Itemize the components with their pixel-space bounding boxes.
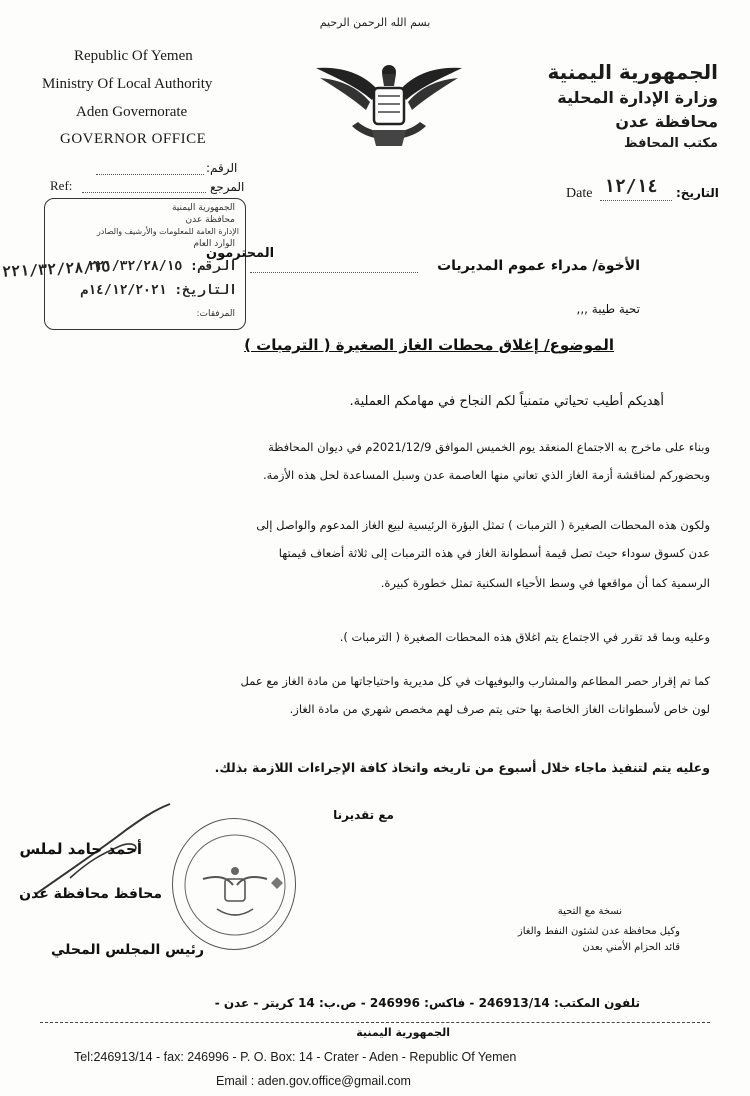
letter-subject: الموضوع/ إغلاق محطات الغاز الصغيرة ( الترمبات ) [244,336,614,354]
date-line [600,200,672,201]
letter-opening: أهديكم أطيب تحياتي متمنياً لكم النجاح في مهامكم العملية. [349,394,664,409]
number-label: الرقم: [206,161,238,175]
paragraph-2-line-1: ولكون هذه المحطات الصغيرة ( الترمبات ) تمثل البؤرة الرئيسية لبيع الغاز المدعوم والواصل إلى [256,518,710,532]
signatory-title-council: رئيس المجلس المحلي [50,942,204,958]
stamp-margin-number: ٢٢١/٣٢/٢٨/١٥ [1,257,111,281]
number-line [96,174,204,175]
header-ar-governorate: محافظة عدن [615,112,718,131]
stamp-date: التاريخ: ١٤/١٢/٢٠٢١م [80,283,237,298]
paragraph-2-line-2: عدن كسوق سوداء حيث تصل قيمة أسطوانة الغاز في هذه الترمبات إلى ثلاثة أضعاف قيمتها [278,546,710,560]
letter-greeting: تحية طيبة ,,, [576,302,640,316]
paragraph-1-line-2: وبحضوركم لمناقشة أزمة الغاز الذي تعاني منها العاصمة عدن وسبل المساعدة لحل هذه الأزمة. [262,468,710,482]
seal-emblem-icon [173,819,297,951]
signatory-name: أحمد حامد لملس [19,840,142,858]
recipient-line [250,272,418,273]
yemen-eagle-emblem-icon [312,56,466,152]
paragraph-5: وعليه يتم لتنفيذ ماجاء خلال أسبوع من تاريخه واتخاذ كافة الإجراءات اللازمة بذلك. [214,760,710,775]
header-ar-republic: الجمهورية اليمنية [547,60,718,84]
ref-label: Ref: [50,178,73,193]
paragraph-3: وعليه وبما قد تقرر في الاجتماع يتم اغلاق هذه المحطات الصغيرة ( الترمبات ). [339,630,710,644]
footer-ar-republic: الجمهورية اليمنية [356,1026,450,1039]
stamp-line3: الإدارة العامة للمعلومات والأرشيف والصادر [96,227,239,236]
header-en-republic: Republic Of Yemen [74,48,193,64]
header-en-office: GOVERNOR OFFICE [60,131,207,147]
ref-label-ar: المرجع [210,180,245,194]
footer-divider [40,1022,710,1023]
stamp-line1: الجمهورية اليمنية [171,203,235,213]
date-value: ١٢/١٤ [604,176,659,197]
footer-ar-contact: تلفون المكتب: 246913/14 - فاكس: 246996 - ص.ب: 14 كريتر - عدن - [214,996,640,1010]
date-label-ar: التاريخ: [676,186,719,200]
header-en-ministry: Ministry Of Local Authority [42,76,213,92]
header-en-governorate: Aden Governorate [76,104,188,120]
cc-heading: نسخة مع التحية [557,906,622,917]
paragraph-2-line-3: الرسمية كما أن مواقعها في وسط الأحياء السكنية تمثل خطورة كبيرة. [380,576,710,590]
stamp-line2: محافظة عدن [185,215,235,225]
respected-label: المحترمون [206,246,275,261]
paragraph-4-line-1: كما تم إقرار حصر المطاعم والمشارب والبوفيهات في كل مديرية واحتياجاتها من مادة الغاز مع عمل [240,674,710,688]
header-ar-office: مكتب المحافظ [624,136,718,151]
signatory-title-governor: محافظ محافظة عدن [19,886,162,902]
official-seal [172,818,296,950]
cc-item-1: وكيل محافظة عدن لشئون النفط والغاز [517,926,680,937]
stamp-number: الرقم: ٢٢١/٣٢/٢٨/١٥ [88,259,237,274]
bismillah: بسم الله الرحمن الرحيم [319,16,431,29]
stamp-attachments: المرفقات: [196,309,235,319]
stamp-line4: الوارد العام [193,239,235,249]
header-ar-ministry: وزارة الإدارة المحلية [557,88,718,107]
letter-closing: مع تقديرنا [333,808,394,822]
cc-item-2: قائد الحزام الأمني بعدن [582,942,680,953]
paragraph-4-line-2: لون خاص لأسطوانات الغاز الخاصة بها حتى يتم صرف لهم مخصص شهري من مادة الغاز. [289,702,710,716]
paragraph-1-line-1: وبناء على ماخرج به الاجتماع المنعقد يوم الخميس الموافق 2021/12/9م في ديوان المحافظة [268,440,710,454]
letter-recipient: الأخوة/ مدراء عموم المديريات [437,258,640,274]
footer-en-contact: Tel:246913/14 - fax: 246996 - P. O. Box: 14 - Crater - Aden - Republic Of Yemen [74,1050,517,1064]
ref-line [82,192,206,193]
footer-email[interactable]: Email : aden.gov.office@gmail.com [216,1074,411,1088]
date-label: Date [566,186,593,201]
